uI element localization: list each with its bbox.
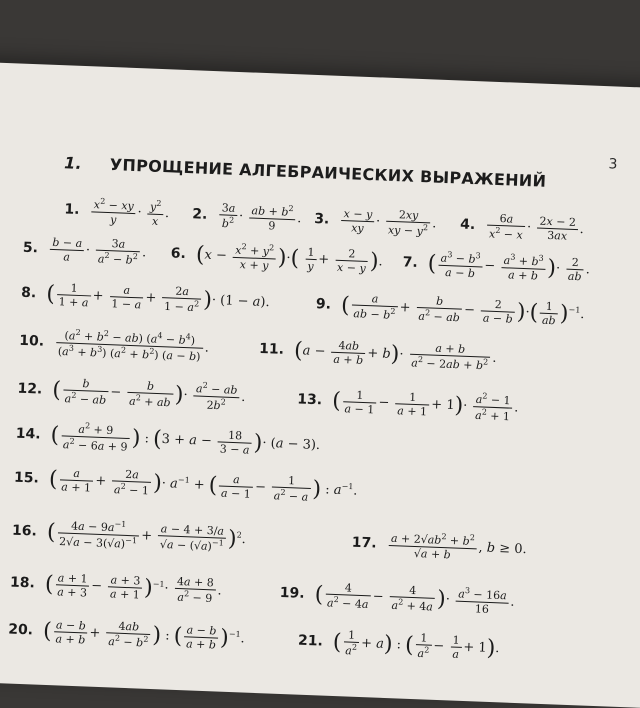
- problem-19: 19. ( $\frac{4}{a^2 - 4a}$ − $\frac{4}{a^2 + 4a}$ )· $\frac{a^3 - 16a}{16}$ .: [279, 581, 515, 616]
- problem-12: 12. ( $\frac{b}{a^2 - ab}$ − $\frac{b}{a^2 + ab}$ )· $\frac{a^2 - ab}{2b^2}$ .: [17, 377, 246, 412]
- problem-21: 21. ( $\frac{1}{a^2}$ + a) : ( $\frac{1}{a^2}$ − $\frac{1}{a}$ + 1).: [297, 628, 500, 662]
- problem-11: 11. (a − $\frac{4ab}{a + b}$ + b)· $\frac{a + b}{a^2 - 2ab + b^2}$ .: [258, 338, 497, 373]
- problem-10: 10. $(a^2 + b^2 - ab) (a^4 - b^4)$ $(a^3 + b^3) (a^2 + b^2) (a - b)$ .: [19, 327, 210, 363]
- problem-16: 16. ( $\frac{4a - 9a^{-1}}{2√a - 3(√a)^{-1}}$ + $\frac{a - 4 + 3/a}{√a - (√a)^{-1}}$ )$^2$.: [11, 516, 246, 555]
- problem-4: 4. $\frac{6a}{x^2 - x}$ · $\frac{2x - 2}{3ax}$ .: [459, 212, 585, 243]
- problem-8: 8. ( $\frac{1}{1 + a}$ + $\frac{a}{1 - a}$ + $\frac{2a}{1 - a^2}$ )· (1 − a).: [20, 281, 270, 315]
- problem-6: 6. (x − $\frac{x^2 + y^2}{x + y}$ )·( $\frac{1}{y}$ + $\frac{2}{x - y}$ ).: [170, 242, 383, 275]
- section-number: 1.: [63, 153, 83, 173]
- problem-17: 17. $\frac{a + 2√ab^2 + b^2}{√a + b}$ , b ≥ 0.: [351, 531, 527, 562]
- page-number: 3: [608, 156, 618, 173]
- problem-2: 2. $\frac{3a}{b^2}$ · $\frac{ab + b^2}{9}$ .: [192, 201, 302, 233]
- problem-14: 14. ( $\frac{a^2 + 9}{a^2 - 6a + 9}$ ) : (3 + a − $\frac{18}{3 - a}$ )· (a − 3).: [15, 421, 321, 457]
- problem-20: 20. ( $\frac{a - b}{a + b}$ + $\frac{4ab}{a^2 - b^2}$ ) : ( $\frac{a - b}{a + b}$ )$^{-1}$.: [7, 618, 245, 652]
- problem-5: 5. $\frac{b - a}{a}$ · $\frac{3a}{a^2 - b^2}$ .: [22, 235, 147, 267]
- section-heading: [64, 153, 547, 191]
- problem-9: 9. ( $\frac{a}{ab - b^2}$ + $\frac{b}{a^2 - ab}$ − $\frac{2}{a - b}$ )·( $\frac{1}{ab}$ )$^{-1}$.: [315, 292, 585, 328]
- problem-3: 3. $\frac{x - y}{xy}$ · $\frac{2xy}{xy - y^2}$ .: [313, 206, 437, 238]
- problem-7: 7. ( $\frac{a^3 - b^3}{a - b}$ − $\frac{a^3 + b^3}{a + b}$ )· $\frac{2}{ab}$ .: [402, 250, 591, 284]
- problem-15: 15. ( $\frac{a}{a + 1}$ + $\frac{2a}{a^2 - 1}$ )· $a^{-1}$ + ( $\frac{a}{a - 1}$ − $\frac{1}{a^2 - a}$ ) : $a^{-1}$.: [13, 466, 358, 504]
- problem-18: 18. ( $\frac{a + 1}{a + 3}$ − $\frac{a + 3}{a + 1}$ )$^{-1}$· $\frac{4a + 8}{a^2 - 9}$ .: [9, 571, 222, 605]
- section-title: УПРОЩЕНИЕ АЛГЕБРАИЧЕСКИХ ВЫРАЖЕНИЙ: [109, 155, 547, 191]
- problem-13: 13. ( $\frac{1}{a - 1}$ − $\frac{1}{a + 1}$ + 1)· $\frac{a^2 - 1}{a^2 + 1}$ .: [296, 388, 519, 423]
- problem-1: 1. $\frac{x^2 - xy}{y}$ · $\frac{y^2}{x}$ .: [64, 196, 170, 228]
- textbook-page: [0, 62, 640, 708]
